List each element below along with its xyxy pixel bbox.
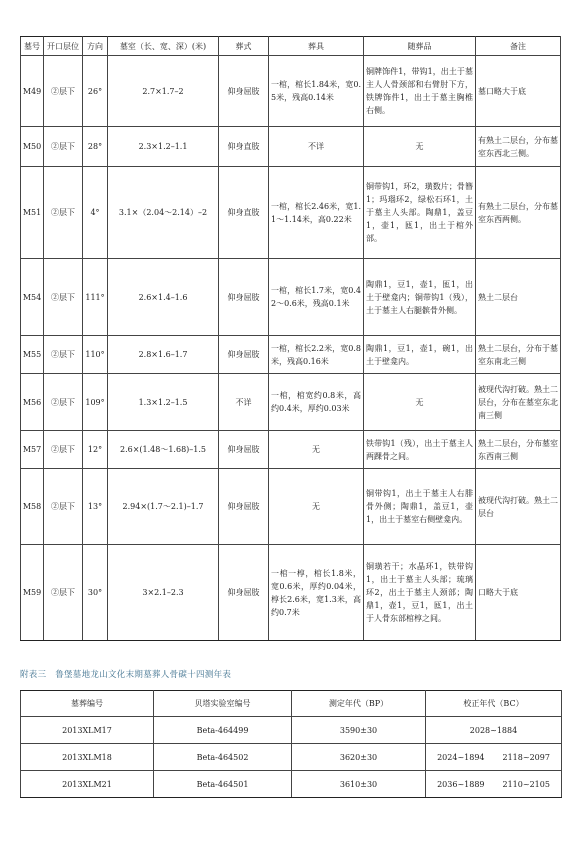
calibrated-range-2: 2110~2105 [502, 779, 550, 789]
header-chamber-size: 墓室（长、宽、深）(米) [108, 37, 219, 56]
grave-goods: 铜带钩1，出土于墓主人右腓骨外侧；陶鼎1，盖豆1，壶1，出土于墓室右侧壁龛内。 [364, 469, 476, 545]
layer: ②层下 [44, 127, 83, 167]
coffin: 无 [269, 431, 364, 469]
direction: 111° [83, 259, 108, 336]
header-direction: 方向 [83, 37, 108, 56]
table-row [21, 336, 561, 374]
chamber-size: 2.7×1.7–2 [108, 56, 219, 127]
coffin: 一棺，棺长2.46米，宽1.1～1.14米，高0.22米 [269, 167, 364, 259]
lab-number: Beta-464501 [154, 771, 292, 798]
calibrated-range-1: 2036~1889 [437, 779, 485, 789]
tomb-number: 2013XLM18 [21, 744, 154, 771]
measured-age: 3590±30 [292, 717, 426, 744]
header-layer: 开口层位 [44, 37, 83, 56]
chamber-size: 3.1×（2.04～2.14）–2 [108, 167, 219, 259]
note: 口略大于底 [476, 545, 561, 641]
coffin: 一棺，棺长1.84米，宽0.5米，残高0.14米 [269, 56, 364, 127]
calibrated-age [426, 771, 562, 798]
note: 有熟土二层台，分布墓室东西两侧。 [476, 167, 561, 259]
header-tomb-id: 墓号 [21, 37, 44, 56]
table-row [21, 56, 561, 127]
measured-age: 3610±30 [292, 771, 426, 798]
coffin: 一棺，棺长1.7米，宽0.42～0.6米，残高0.1米 [269, 259, 364, 336]
coffin: 无 [269, 469, 364, 545]
header-notes: 备注 [476, 37, 561, 56]
header-calibrated-age: 校正年代（BC） [426, 691, 562, 717]
grave-goods: 无 [364, 127, 476, 167]
note: 熟土二层台，分布于墓室东南北三侧 [476, 336, 561, 374]
layer: ②层下 [44, 431, 83, 469]
tomb-number: 2013XLM17 [21, 717, 154, 744]
direction: 110° [83, 336, 108, 374]
coffin: 一棺，棺宽约0.8米，高约0.4米，厚约0.03米 [269, 374, 364, 431]
layer: ②层下 [44, 336, 83, 374]
header-lab-number: 贝塔实验室编号 [154, 691, 292, 717]
layer: ②层下 [44, 167, 83, 259]
direction: 4° [83, 167, 108, 259]
direction: 26° [83, 56, 108, 127]
calibrated-age [426, 717, 562, 744]
tomb-id: M58 [21, 469, 44, 545]
coffin: 一棺一椁，棺长1.8米，宽0.6米，厚约0.04米，椁长2.6米，宽1.3米，高约0.7米 [269, 545, 364, 641]
posture: 仰身屈肢 [219, 545, 269, 641]
c14-table-header-row [21, 691, 562, 717]
note: 熟土二层台，分布墓室东西南三侧 [476, 431, 561, 469]
layer: ②层下 [44, 56, 83, 127]
posture: 仰身直肢 [219, 167, 269, 259]
posture: 仰身屈肢 [219, 469, 269, 545]
grave-goods: 铜带钩1，环2，璜数片；骨簪1；玛瑙环2，绿松石环1，土于墓主人头部。陶鼎1，盖豆1，壶1，匜1，出土于棺外部。 [364, 167, 476, 259]
tomb-table-header-row [21, 37, 561, 56]
chamber-size: 2.8×1.6–1.7 [108, 336, 219, 374]
direction: 13° [83, 469, 108, 545]
grave-goods: 陶鼎1，豆1，壶1，匜1，出土于壁龛内；铜带钩1（残），土于墓主人右腿髌骨外侧。 [364, 259, 476, 336]
header-posture: 葬式 [219, 37, 269, 56]
posture: 仰身屈肢 [219, 336, 269, 374]
layer: ②层下 [44, 545, 83, 641]
chamber-size: 2.3×1.2–1.1 [108, 127, 219, 167]
calibrated-range-1: 2024~1894 [437, 752, 485, 762]
tomb-id: M49 [21, 56, 44, 127]
appendix-table-caption: 附表三 鲁堡墓地龙山文化末期墓葬人骨碳十四测年表 [20, 670, 232, 680]
note: 被现代沟打破。熟土二层台，分布在墓室东北南三侧 [476, 374, 561, 431]
table-row [21, 744, 562, 771]
direction: 30° [83, 545, 108, 641]
calibrated-range-2: 2118~2097 [502, 752, 550, 762]
grave-goods: 铜璜若干；水晶环1，铁带钩1，出土于墓主人头部；琉璃环2，出土于墓主人颈部；陶鼎1，壶1，豆1，匜1，出土于人骨东部棺椁之间。 [364, 545, 476, 641]
note: 熟土二层台 [476, 259, 561, 336]
c14-dating-table [20, 690, 562, 798]
grave-goods: 无 [364, 374, 476, 431]
table-row [21, 469, 561, 545]
measured-age: 3620±30 [292, 744, 426, 771]
coffin: 一棺，棺长2.2米，宽0.8米，残高0.16米 [269, 336, 364, 374]
tomb-id: M55 [21, 336, 44, 374]
chamber-size: 2.94×(1.7～2.1)–1.7 [108, 469, 219, 545]
chamber-size: 2.6×(1.48～1.68)–1.5 [108, 431, 219, 469]
layer: ②层下 [44, 374, 83, 431]
coffin: 不详 [269, 127, 364, 167]
header-coffin: 葬具 [269, 37, 364, 56]
grave-goods: 铁带钩1（残），出土于墓主人两踝骨之间。 [364, 431, 476, 469]
table-row [21, 259, 561, 336]
table-row [21, 717, 562, 744]
posture: 不详 [219, 374, 269, 431]
chamber-size: 2.6×1.4–1.6 [108, 259, 219, 336]
note: 被现代沟打破。熟土二层台 [476, 469, 561, 545]
grave-goods: 陶鼎1，豆1，壶1，碗1，出土于壁龛内。 [364, 336, 476, 374]
header-measured-age: 测定年代（BP） [292, 691, 426, 717]
lab-number: Beta-464502 [154, 744, 292, 771]
tomb-id: M59 [21, 545, 44, 641]
tomb-id: M54 [21, 259, 44, 336]
direction: 109° [83, 374, 108, 431]
note: 墓口略大于底 [476, 56, 561, 127]
posture: 仰身屈肢 [219, 56, 269, 127]
header-tomb-number: 墓葬编号 [21, 691, 154, 717]
tomb-id: M51 [21, 167, 44, 259]
table-row [21, 127, 561, 167]
table-row [21, 374, 561, 431]
tomb-id: M57 [21, 431, 44, 469]
posture: 仰身屈肢 [219, 431, 269, 469]
table-row [21, 545, 561, 641]
tomb-number: 2013XLM21 [21, 771, 154, 798]
tomb-id: M50 [21, 127, 44, 167]
calibrated-age [426, 744, 562, 771]
layer: ②层下 [44, 259, 83, 336]
tomb-data-table [20, 36, 561, 641]
lab-number: Beta-464499 [154, 717, 292, 744]
tomb-id: M56 [21, 374, 44, 431]
grave-goods: 铜牌饰件1，带钩1，出土于墓主人人骨颈部和右臂肘下方，铁牌饰件1，出土于墓主胸椎右侧。 [364, 56, 476, 127]
chamber-size: 3×2.1–2.3 [108, 545, 219, 641]
direction: 28° [83, 127, 108, 167]
posture: 仰身屈肢 [219, 259, 269, 336]
chamber-size: 1.3×1.2–1.5 [108, 374, 219, 431]
table-row [21, 431, 561, 469]
note: 有熟土二层台，分布墓室东西北三侧。 [476, 127, 561, 167]
header-grave-goods: 随葬品 [364, 37, 476, 56]
calibrated-range-1: 2028~1884 [469, 725, 518, 735]
table-row [21, 167, 561, 259]
direction: 12° [83, 431, 108, 469]
posture: 仰身直肢 [219, 127, 269, 167]
layer: ②层下 [44, 469, 83, 545]
table-row [21, 771, 562, 798]
